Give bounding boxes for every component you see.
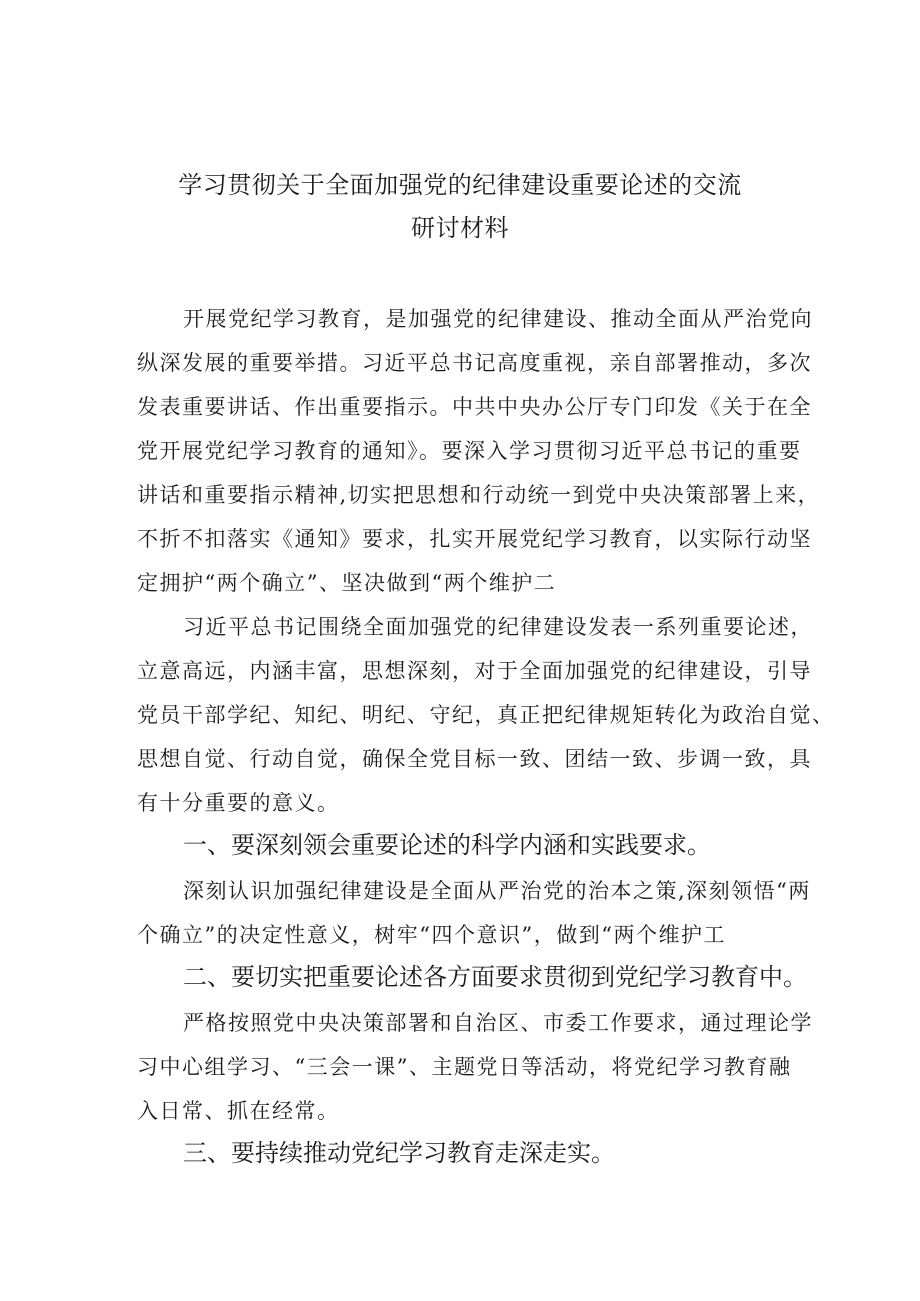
- paragraph-2-line: 立意高远，内涵丰富，思想深刻，对于全面加强党的纪律建设，引导: [137, 659, 812, 683]
- document-title-line1: 学习贯彻关于全面加强党的纪律建设重要论述的交流: [178, 171, 742, 199]
- paragraph-4-line: 严格按照党中央决策部署和自治区、市委工作要求，通过理论学: [183, 1011, 813, 1035]
- paragraph-2-line: 习近平总书记围绕全面加强党的纪律建设发表一系列重要论述，: [183, 615, 813, 639]
- paragraph-1-line: 党开展党纪学习教育的通知》。要深入学习贯彻习近平总书记的重要: [137, 439, 802, 463]
- paragraph-1-line: 纵深发展的重要举措。习近平总书记高度重视，亲自部署推动，多次: [137, 351, 812, 375]
- paragraph-1-line: 定拥护“两个确立”、坚决做到“两个维护二: [137, 571, 557, 595]
- paragraph-3-line: 个确立”的决定性意义，树牢“四个意识”，做到“两个维护工: [137, 923, 726, 947]
- section-heading-2: 二、要切实把重要论述各方面要求贯彻到党纪学习教育中。: [183, 963, 807, 991]
- document-title-line2: 研讨材料: [411, 214, 509, 242]
- section-heading-1: 一、要深刻领会重要论述的科学内涵和实践要求。: [183, 831, 711, 859]
- paragraph-4-line: 入日常、抓在经常。: [137, 1099, 340, 1123]
- paragraph-1-line: 开展党纪学习教育，是加强党的纪律建设、推动全面从严治党向: [183, 307, 813, 331]
- paragraph-1-line: 讲话和重要指示精神,切实把思想和行动统一到党中央决策部署上来，: [137, 483, 821, 507]
- paragraph-4-line: 习中心组学习、“三会一课”、主题党日等活动，将党纪学习教育融: [137, 1055, 792, 1079]
- paragraph-2-line: 党员干部学纪、知纪、明纪、守纪，真正把纪律规矩转化为政治自觉、: [137, 703, 835, 727]
- paragraph-2-line: 思想自觉、行动自觉，确保全党目标一致、团结一致、步调一致，具: [137, 747, 812, 771]
- paragraph-1-line: 发表重要讲话、作出重要指示。中共中央办公厅专门印发《关于在全: [137, 395, 812, 419]
- paragraph-3-line: 深刻认识加强纪律建设是全面从严治党的治本之策,深刻领悟“两: [183, 879, 811, 903]
- section-heading-3: 三、要持续推动党纪学习教育走深走实。: [183, 1139, 615, 1167]
- paragraph-2-line: 有十分重要的意义。: [137, 791, 340, 815]
- paragraph-1-line: 不折不扣落实《通知》要求，扎实开展党纪学习教育，以实际行动坚: [137, 527, 812, 551]
